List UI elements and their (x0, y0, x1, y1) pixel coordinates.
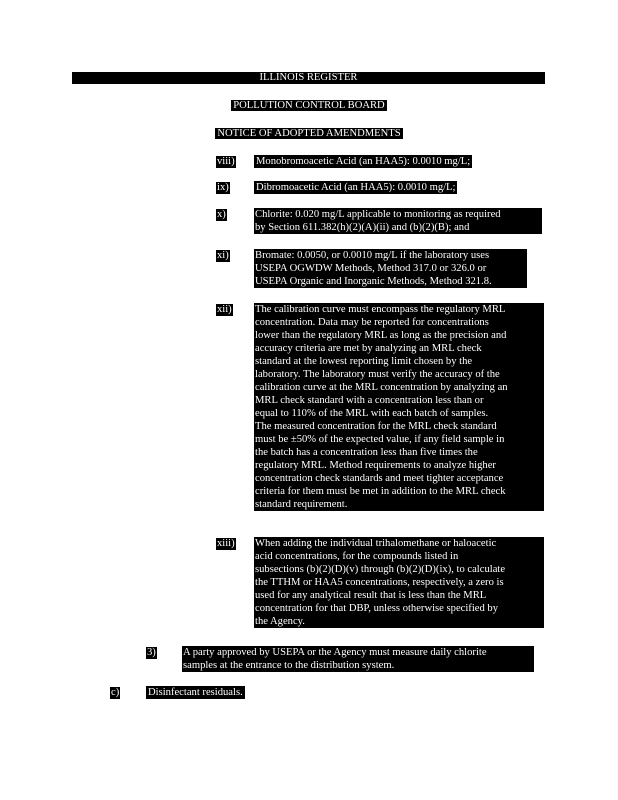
item-ix-label: ix) (217, 182, 229, 193)
item-c-line: Disinfectant residuals. (148, 687, 243, 698)
board-title-text: POLLUTION CONTROL BOARD (233, 100, 385, 111)
item-xii-line: must be ±50% of the expected value, if any field sample in (255, 434, 505, 445)
item-ix-text (254, 181, 457, 194)
item-xiii-line: subsections (b)(2)(D)(v) through (b)(2)(D)(ix), to calculate (255, 564, 506, 575)
item-xiii-line: the Agency. (255, 616, 305, 627)
item-3-text (182, 646, 534, 672)
item-ix-line: Dibromoacetic Acid (an HAA5): 0.0010 mg/L; (256, 182, 456, 193)
item-c-text (146, 686, 245, 699)
item-xii-line: MRL check standard with a concentration less than or (255, 395, 484, 406)
item-xii-label: xii) (217, 304, 232, 315)
board-title (0, 100, 618, 112)
item-x-line: by Section 611.382(h)(2)(A)(ii) and (b)(2)(B); and (255, 222, 470, 233)
item-xiii-text (254, 537, 544, 628)
item-xi-line: USEPA OGWDW Methods, Method 317.0 or 326.0 or (255, 263, 487, 274)
item-x-label: x) (217, 209, 226, 220)
item-xiii-line: concentration for that DBP, unless otherwise specified by (255, 603, 499, 614)
item-xii-line: calibration curve at the MRL concentration by analyzing an (255, 382, 508, 393)
item-xii-line: The calibration curve must encompass the regulatory MRL (255, 304, 506, 315)
item-xii-line: standard at the lowest reporting limit chosen by the (255, 356, 473, 367)
item-xiii-line: the TTHM or HAA5 concentrations, respectively, a zero is (255, 577, 504, 588)
item-xi-line: Bromate: 0.0050, or 0.0010 mg/L if the laboratory uses (255, 250, 490, 261)
item-xii-line: concentration check standards and meet tighter acceptance (255, 473, 504, 484)
item-xii-line: The measured concentration for the MRL check standard (255, 421, 497, 432)
item-3-label: 3) (147, 647, 156, 658)
item-xii-line: laboratory. The laboratory must verify the accuracy of the (255, 369, 500, 380)
item-viii-text (254, 155, 472, 168)
notice-title-text: NOTICE OF ADOPTED AMENDMENTS (217, 128, 401, 139)
item-xii-line: accuracy criteria are met by analyzing an MRL check (255, 343, 482, 354)
item-viii-line: Monobromoacetic Acid (an HAA5): 0.0010 mg/L; (256, 156, 471, 167)
item-3-line: A party approved by USEPA or the Agency must measure daily chlorite (183, 647, 487, 658)
item-xii-line: standard requirement. (255, 499, 348, 510)
item-xii-text (254, 303, 544, 511)
register-title: ILLINOIS REGISTER (259, 72, 358, 83)
item-viii-label: viii) (217, 156, 235, 167)
item-xiii-line: When adding the individual trihalomethane or haloacetic (255, 538, 497, 549)
item-xi-line: USEPA Organic and Inorganic Methods, Method 321.8. (255, 276, 492, 287)
item-xii-line: criteria for them must be met in addition to the MRL check (255, 486, 506, 497)
item-xi-text (254, 249, 527, 288)
item-xii-line: the batch has a concentration less than five times the (255, 447, 478, 458)
notice-title (0, 128, 618, 140)
item-xii-line: equal to 110% of the MRL with each batch of samples. (255, 408, 489, 419)
item-xii-line: concentration. Data may be reported for concentrations (255, 317, 489, 328)
item-c-label: c) (111, 687, 120, 698)
item-xii-line: regulatory MRL. Method requirements to analyze higher (255, 460, 496, 471)
item-xiii-line: acid concentrations, for the compounds listed in (255, 551, 459, 562)
item-xii-line: lower than the regulatory MRL as long as the precision and (255, 330, 507, 341)
item-x-text (254, 208, 542, 234)
item-xi-label: xi) (217, 250, 229, 261)
item-3-line: samples at the entrance to the distribution system. (183, 660, 395, 671)
item-xiii-label: xiii) (217, 538, 235, 549)
item-xiii-line: used for any analytical result that is less than the MRL (255, 590, 487, 601)
item-x-line: Chlorite: 0.020 mg/L applicable to monitoring as required (255, 209, 501, 220)
